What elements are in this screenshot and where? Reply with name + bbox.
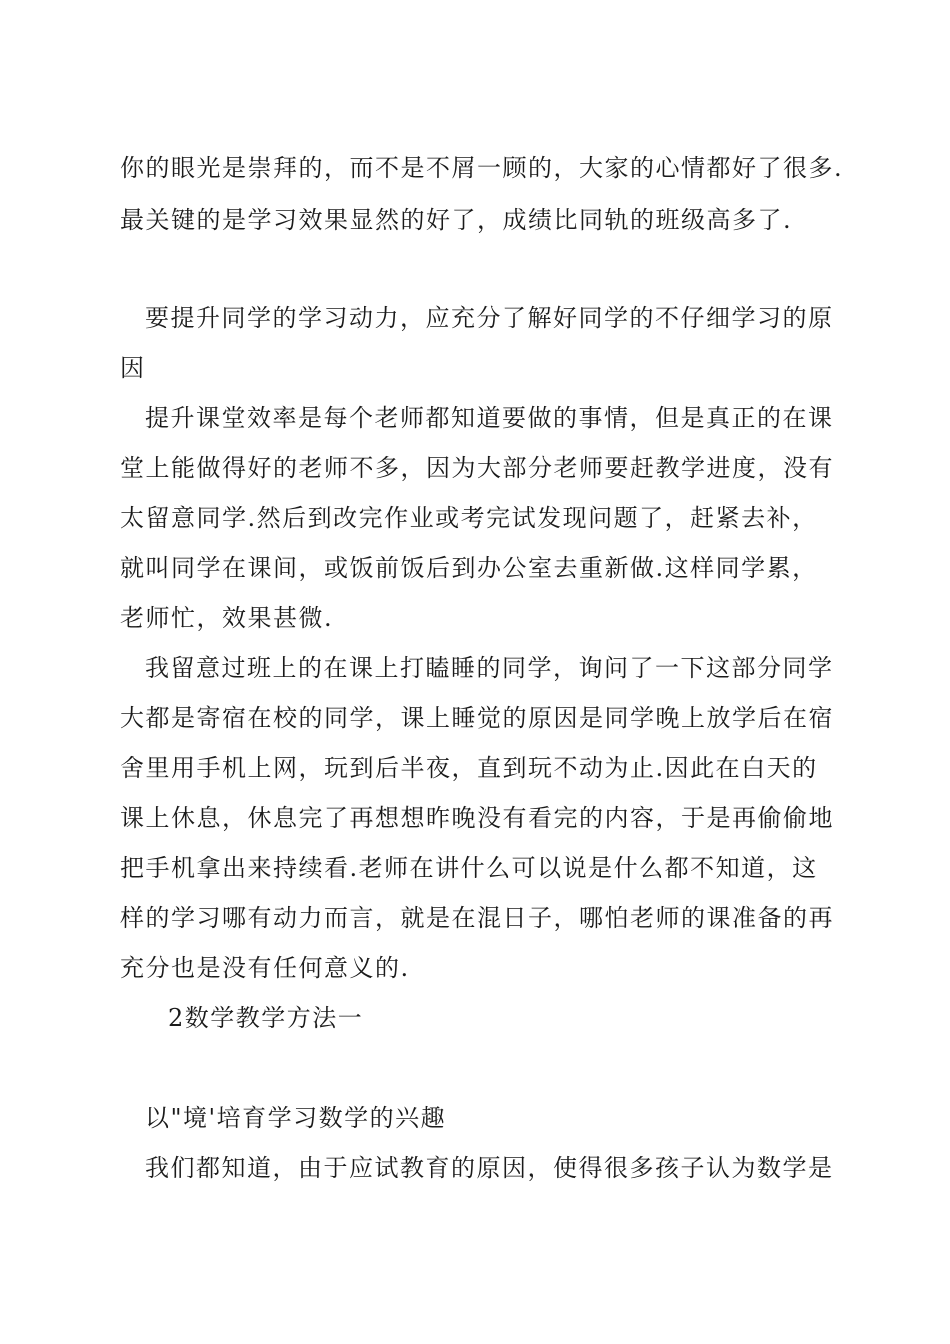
- paragraph-line: 老师忙，效果甚微.: [120, 604, 334, 632]
- text-line: 最关键的是学习效果显然的好了，成绩比同轨的班级高多了.: [120, 206, 793, 234]
- section-heading: 要提升同学的学习动力，应充分了解好同学的不仔细学习的原: [145, 304, 834, 332]
- section-heading: 以"境'培育学习数学的兴趣: [145, 1104, 447, 1132]
- section-heading: 因: [120, 354, 146, 382]
- paragraph-line: 就叫同学在课间，或饭前饭后到办公室去重新做.这样同学累，: [120, 554, 818, 582]
- text-line: 你的眼光是崇拜的，而不是不屑一顾的，大家的心情都好了很多.: [120, 154, 844, 182]
- section-heading: 2数学教学方法一: [168, 1004, 364, 1032]
- paragraph-line: 堂上能做得好的老师不多，因为大部分老师要赶教学进度，没有: [120, 454, 834, 482]
- paragraph-line: 我留意过班上的在课上打瞌睡的同学，询问了一下这部分同学: [145, 654, 834, 682]
- paragraph-line: 太留意同学.然后到改完作业或考完试发现问题了，赶紧去补，: [120, 504, 818, 532]
- paragraph-line: 舍里用手机上网，玩到后半夜，直到玩不动为止.因此在白天的: [120, 754, 818, 782]
- paragraph-line: 充分也是没有任何意义的.: [120, 954, 410, 982]
- paragraph-line: 样的学习哪有动力而言，就是在混日子，哪怕老师的课准备的再: [120, 904, 834, 932]
- paragraph-line: 课上休息，休息完了再想想昨晚没有看完的内容，于是再偷偷地: [120, 804, 834, 832]
- paragraph-line: 把手机拿出来持续看.老师在讲什么可以说是什么都不知道，这: [120, 854, 818, 882]
- paragraph-line: 大都是寄宿在校的同学，课上睡觉的原因是同学晚上放学后在宿: [120, 704, 834, 732]
- paragraph-line: 提升课堂效率是每个老师都知道要做的事情，但是真正的在课: [145, 404, 834, 432]
- paragraph-line: 我们都知道，由于应试教育的原因，使得很多孩子认为数学是: [145, 1154, 834, 1182]
